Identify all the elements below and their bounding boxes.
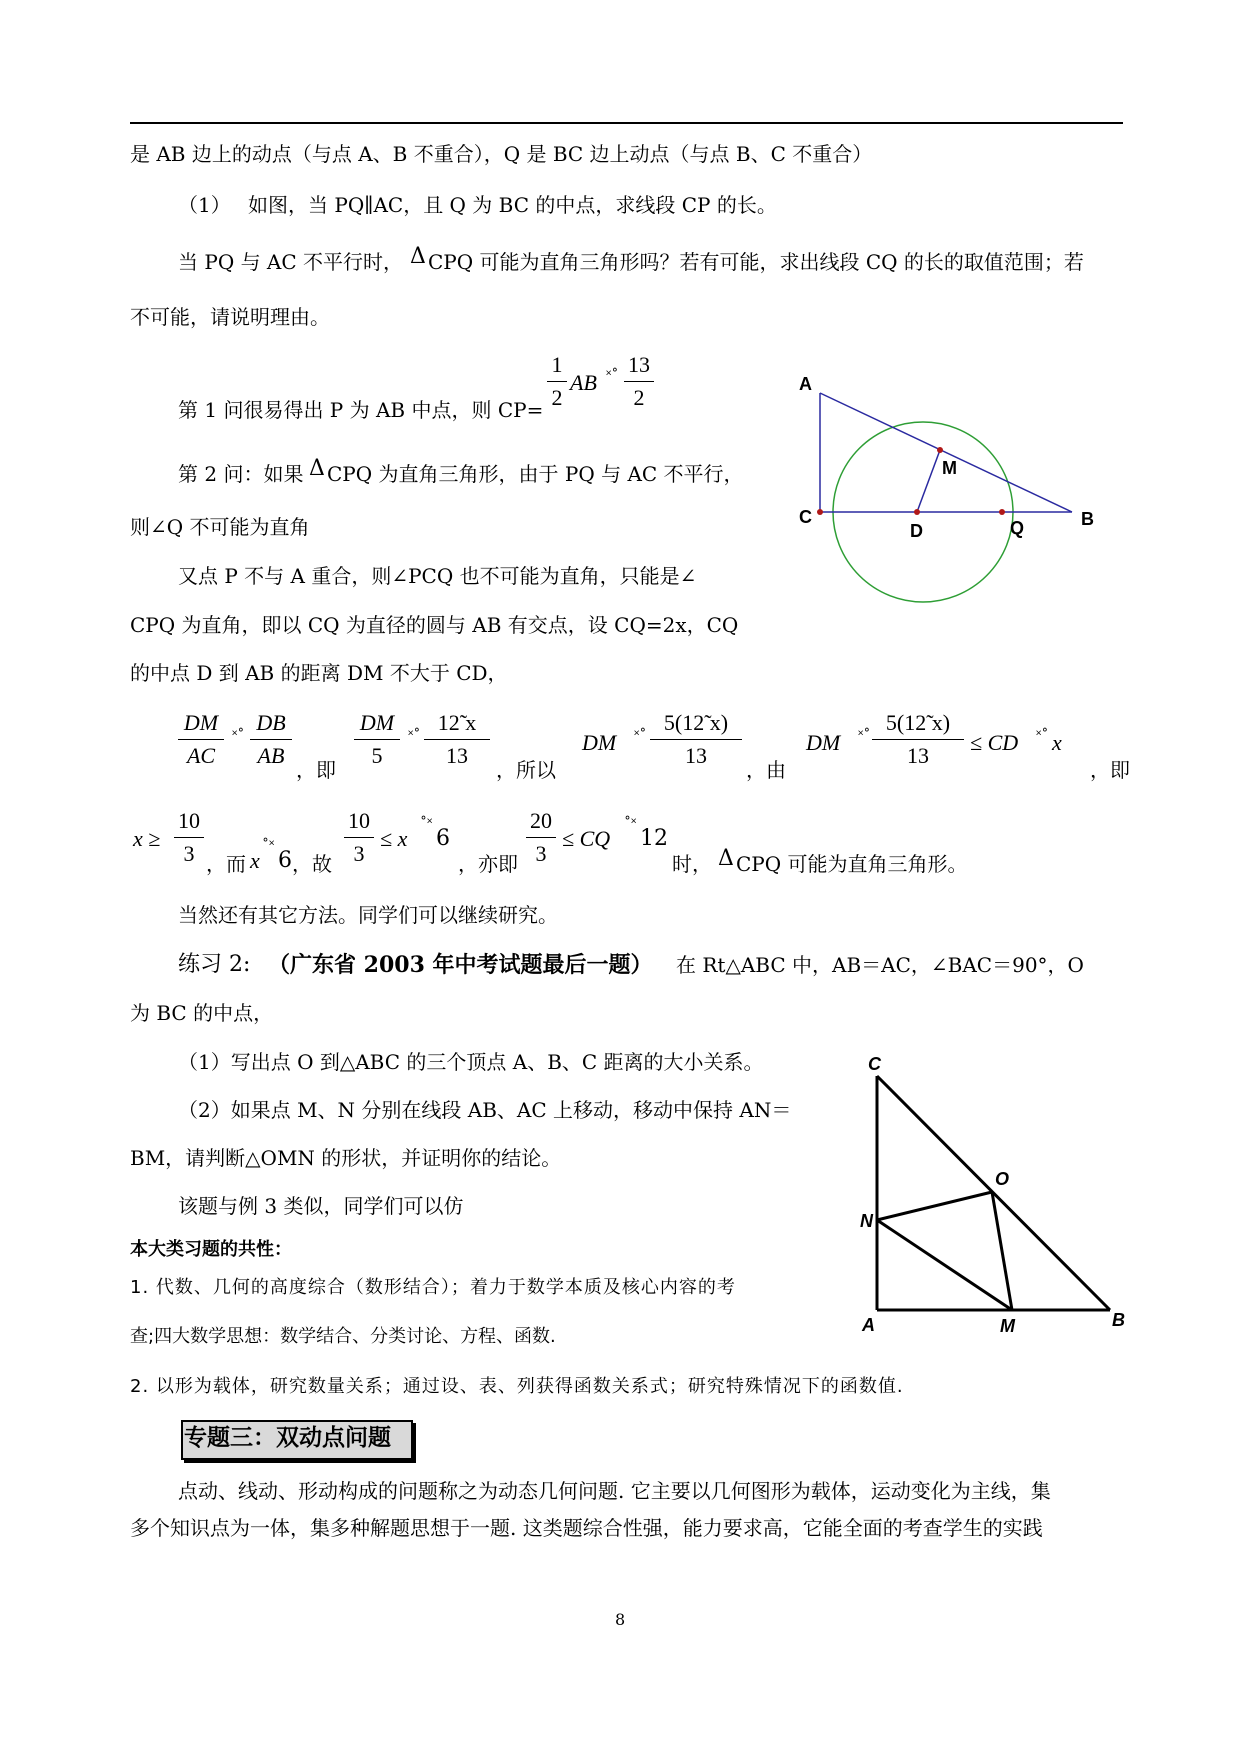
segment-ab — [820, 393, 1072, 512]
math-symbol-6: ˟˚ — [1036, 728, 1049, 744]
label-m: M — [942, 458, 957, 478]
math-12: 12 — [640, 826, 668, 851]
fraction-half: 1 2 — [547, 352, 567, 411]
label-c-2: C — [868, 1054, 881, 1074]
text-line-5: 第 1 问很易得出 P 为 AB 中点，则 CP= — [178, 398, 544, 422]
text-er: ，而 — [206, 852, 246, 876]
paragraph-line-1: 点动、线动、形动构成的问题称之为动态几何问题. 它主要以几何图形为载体，运动变化为主线，集 — [178, 1479, 1051, 1503]
text-suoyi: ，所以 — [496, 758, 556, 782]
math-le-x: ≤ x — [380, 826, 408, 851]
text-end: CPQ 可能为直角三角形。 — [736, 852, 968, 876]
math-symbol-4: ˟˚ — [634, 728, 647, 744]
text-ji-2: ，即 — [1090, 758, 1130, 782]
label-d: D — [910, 521, 923, 541]
text-you: ，由 — [746, 758, 786, 782]
text-line-3b: CPQ 可能为直角三角形吗？若有可能，求出线段 CQ 的长的取值范围；若 — [428, 250, 1084, 274]
fraction-20-3: 20 3 — [526, 808, 556, 867]
question-1-text: 如图，当 PQ∥AC，且 Q 为 BC 的中点，求线段 CP 的长。 — [248, 193, 777, 217]
math-6-b: 6 — [436, 826, 450, 851]
math-x-ge: x ≥ — [133, 826, 161, 851]
label-q: Q — [1010, 518, 1025, 538]
text-line-7: 则∠Q 不可能为直角 — [130, 515, 310, 539]
delta-symbol-3: Δ — [718, 846, 734, 871]
fraction-5-12-x-13: 5(12̃ x) 13 — [650, 710, 742, 769]
math-le-cq: ≤ CQ — [562, 826, 611, 851]
text-shi: 时， — [672, 852, 712, 876]
exercise-2-note: 该题与例 3 类似，同学们可以仿 — [178, 1194, 464, 1218]
math-symbol-2: ˟˚ — [232, 728, 245, 744]
math-symbol-7: ˚˟ — [262, 838, 275, 854]
exercise-2-line-2: 为 BC 的中点， — [130, 1001, 274, 1025]
math-dm: DM — [582, 730, 617, 755]
header-rule — [130, 122, 1123, 124]
math-symbol-3: ˟˚ — [408, 728, 421, 744]
fraction-12-x-13: 12̃ x 13 — [424, 710, 490, 769]
text-line-9: CPQ 为直角，即以 CQ 为直径的圆与 AB 有交点，设 CQ=2x，CQ — [130, 613, 739, 637]
text-line-12: 当然还有其它方法。同学们可以继续研究。 — [178, 903, 558, 927]
paragraph-line-2: 多个知识点为一体，集多种解题思想于一题. 这类题综合性强，能力要求高，它能全面的考查学生的实践 — [130, 1516, 1043, 1540]
figure-right-triangle — [860, 1040, 1140, 1340]
math-symbol-8: ˚˟ — [420, 816, 433, 832]
label-a: A — [799, 374, 812, 394]
exercise-2-source: （广东省 2003 年中考试题最后一题） — [268, 952, 653, 978]
math-symbol: ˟˚ — [606, 368, 619, 384]
topic-heading: 专题三：双动点问题 — [184, 1424, 391, 1451]
text-line-3a: 当 PQ 与 AC 不平行时， — [178, 250, 404, 274]
exercise-2-text: 在 Rt△ABC 中，AB＝AC，∠BAC＝90°，O — [676, 953, 1084, 977]
common-item-2: 2. 以形为载体，研究数量关系；通过设、表、列获得函数关系式；研究特殊情况下的函数值. — [130, 1376, 904, 1397]
fraction-dm-5: DM 5 — [354, 710, 400, 769]
math-symbol-9: ˚˟ — [624, 816, 637, 832]
exercise-2-q2b: BM，请判断△OMN 的形状，并证明你的结论。 — [130, 1146, 562, 1170]
point-q — [999, 509, 1005, 515]
label-a-2: A — [862, 1315, 875, 1335]
delta-symbol-2: Δ — [309, 456, 325, 481]
label-b: B — [1081, 509, 1094, 529]
fraction-db-ab: DB AB — [250, 710, 292, 769]
math-symbol-5: ˟˚ — [858, 728, 871, 744]
math-x: x — [1052, 730, 1062, 755]
common-item-1a: 1. 代数、几何的高度综合（数形结合）；着力于数学本质及核心内容的考 — [130, 1277, 736, 1298]
math-x-2: x — [250, 848, 260, 873]
text-line-10: 的中点 D 到 AB 的距离 DM 不大于 CD， — [130, 661, 508, 685]
exercise-2-label: 练习 2: — [178, 952, 251, 977]
common-title: 本大类习题的共性： — [130, 1239, 292, 1260]
segment-no — [877, 1192, 992, 1220]
math-dm-2: DM — [806, 730, 841, 755]
math-le-cd: ≤ CD — [970, 730, 1019, 755]
segment-dm — [917, 450, 940, 512]
figure-circle-triangle — [790, 365, 1110, 615]
exercise-2-q1: （1）写出点 O 到△ABC 的三个顶点 A、B、C 距离的大小关系。 — [178, 1050, 764, 1074]
label-m-2: M — [1000, 1316, 1015, 1336]
question-1-number: （1） — [178, 193, 231, 217]
text-line-1: 是 AB 边上的动点（与点 A、B 不重合），Q 是 BC 边上动点（与点 B、C 不重合） — [130, 142, 873, 166]
text-line-6b: CPQ 为直角三角形，由于 PQ 与 AC 不平行， — [327, 462, 744, 486]
point-d — [914, 509, 920, 515]
label-c: C — [799, 507, 812, 527]
math-6: 6 — [278, 848, 292, 873]
fraction-5-12-x-13-b: 5(12̃ x) 13 — [872, 710, 964, 769]
delta-symbol: Δ — [410, 244, 426, 269]
common-item-1b: 查;四大数学思想：数学结合、分类讨论、方程、函数. — [130, 1326, 556, 1347]
fraction-13-2: 13 2 — [624, 352, 654, 411]
text-line-8: 又点 P 不与 A 重合，则∠PCQ 也不可能为直角，只能是∠ — [178, 564, 697, 588]
page-number: 8 — [615, 1610, 626, 1629]
fraction-10-3: 10 3 — [174, 808, 204, 867]
point-m — [937, 447, 943, 453]
text-yiji: ，亦即 — [458, 852, 518, 876]
text-gu: ，故 — [292, 852, 332, 876]
fraction-10-3-b: 10 3 — [344, 808, 374, 867]
fraction-dm-ac: DM AC — [178, 710, 224, 769]
text-ji: ，即 — [296, 758, 336, 782]
math-ab: AB — [570, 370, 597, 395]
exercise-2-q2: （2）如果点 M、N 分别在线段 AB、AC 上移动，移动中保持 AN＝ — [178, 1098, 792, 1122]
label-b-2: B — [1112, 1310, 1125, 1330]
text-line-4: 不可能，请说明理由。 — [130, 305, 330, 329]
label-o: O — [995, 1169, 1010, 1189]
segment-nm — [877, 1220, 1012, 1310]
text-line-6a: 第 2 问：如果 — [178, 462, 304, 486]
point-c — [817, 509, 823, 515]
label-n: N — [860, 1211, 873, 1231]
